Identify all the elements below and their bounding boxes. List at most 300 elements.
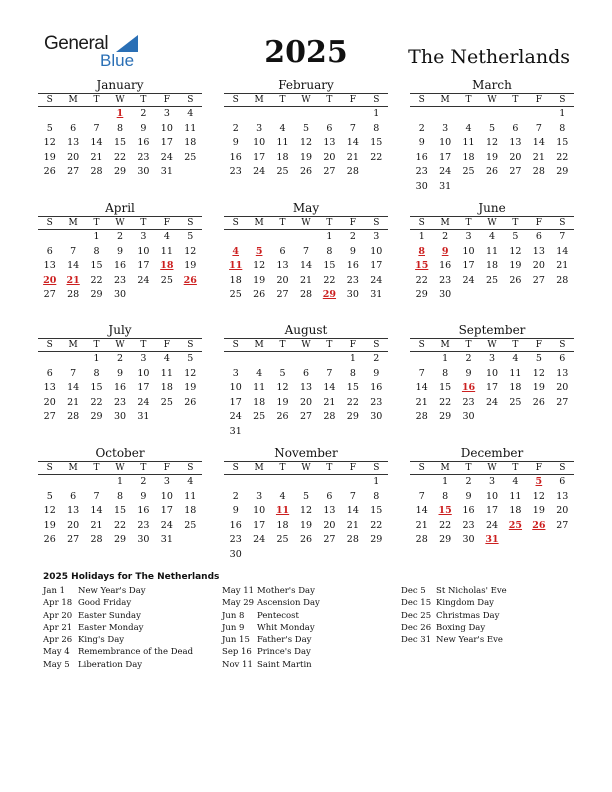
empty-day-cell (294, 352, 317, 367)
weekday-label: T (318, 216, 341, 230)
holiday-name: St Nicholas' Eve (436, 586, 507, 596)
day-cell: 11 (184, 122, 197, 134)
weekday-label: T (85, 461, 108, 475)
empty-day-cell (480, 107, 503, 122)
holiday-row (222, 622, 320, 634)
weekday-label: M (247, 461, 270, 475)
weekday-label: F (155, 338, 178, 352)
day-cell: 25 (229, 289, 242, 300)
day-cell: 22 (370, 519, 383, 531)
day-cell: 13 (43, 382, 56, 393)
holiday-date: Sep 16 (222, 647, 252, 658)
day-cell: 12 (532, 367, 545, 379)
day-cell: 7 (418, 490, 425, 502)
holiday-date: Jun 8 (222, 610, 245, 621)
day-cell: 19 (532, 505, 545, 516)
day-cell: 21 (299, 274, 313, 286)
day-cell: 7 (349, 490, 356, 502)
day-cell: 4 (465, 122, 472, 134)
holiday-name: Easter Monday (78, 622, 144, 633)
month-february (224, 78, 388, 180)
empty-day-cell (85, 475, 108, 490)
day-cell: 22 (90, 274, 103, 286)
empty-day-cell (433, 107, 456, 122)
day-cell: 23 (113, 274, 127, 286)
holiday-row (222, 634, 320, 646)
day-cell: 29 (439, 534, 452, 545)
day-cell: 9 (232, 505, 239, 516)
holiday-name: King's Day (78, 635, 125, 646)
month-november (224, 446, 388, 562)
day-cell: 24 (485, 396, 499, 408)
day-cell: 18 (485, 260, 499, 271)
day-cell: 20 (67, 151, 80, 163)
day-cell: 13 (67, 505, 80, 516)
weekday-label: M (61, 93, 84, 107)
month-day-grid (224, 461, 388, 562)
empty-day-cell (294, 475, 317, 490)
day-cell: 4 (279, 490, 286, 502)
holiday-day-cell: 11 (275, 505, 290, 516)
weekday-label: S (38, 93, 61, 107)
month-may (224, 201, 388, 303)
empty-day-cell (61, 475, 84, 490)
holiday-name: Ascension Day (257, 598, 320, 609)
day-cell: 13 (532, 245, 545, 257)
day-cell: 27 (67, 166, 80, 177)
weekday-label: W (294, 338, 317, 352)
day-cell: 16 (137, 505, 150, 516)
day-cell: 12 (485, 137, 499, 148)
day-cell: 27 (532, 274, 545, 286)
day-cell: 22 (346, 396, 359, 408)
empty-day-cell (224, 107, 247, 122)
day-cell: 5 (187, 353, 194, 364)
day-cell: 24 (370, 274, 383, 286)
day-cell: 1 (349, 353, 356, 364)
day-cell: 18 (184, 137, 197, 148)
day-cell: 1 (373, 476, 380, 487)
day-cell: 30 (462, 411, 475, 422)
day-cell: 28 (67, 289, 80, 300)
day-cell: 13 (323, 505, 336, 516)
day-cell: 18 (253, 396, 266, 408)
holiday-list (43, 572, 583, 675)
holiday-date: May 4 (43, 647, 70, 658)
weekday-label: T (504, 461, 527, 475)
day-cell: 6 (326, 490, 333, 502)
day-cell: 2 (232, 122, 239, 134)
empty-day-cell (457, 107, 480, 122)
day-cell: 12 (184, 367, 197, 379)
day-cell: 18 (229, 274, 242, 286)
day-cell: 20 (556, 505, 569, 516)
day-cell: 10 (485, 490, 499, 502)
day-cell: 8 (442, 367, 449, 379)
day-cell: 29 (113, 534, 127, 545)
holiday-date: Apr 21 (43, 622, 73, 633)
empty-day-cell (38, 475, 61, 490)
weekday-label: S (551, 338, 574, 352)
day-cell: 22 (113, 151, 127, 163)
day-cell: 20 (67, 519, 80, 531)
month-day-grid (38, 338, 202, 425)
day-cell: 24 (253, 534, 266, 545)
holiday-date: Dec 5 (401, 586, 426, 596)
country-title: The Netherlands (408, 46, 570, 68)
day-cell: 9 (232, 137, 239, 148)
day-cell: 20 (323, 151, 336, 163)
day-cell: 31 (160, 166, 173, 177)
day-cell: 14 (67, 260, 80, 271)
day-cell: 8 (326, 245, 333, 257)
day-cell: 31 (439, 180, 452, 192)
day-cell: 23 (462, 396, 475, 408)
month-march (410, 78, 574, 194)
day-cell: 19 (184, 260, 197, 271)
month-day-grid (38, 93, 202, 180)
day-cell: 4 (488, 231, 496, 242)
day-cell: 12 (43, 505, 56, 516)
day-cell: 3 (140, 353, 147, 364)
holiday-day-cell: 26 (532, 519, 546, 531)
weekday-label: F (155, 461, 178, 475)
day-cell: 9 (465, 367, 472, 379)
day-cell: 3 (488, 353, 496, 364)
weekday-label: M (61, 461, 84, 475)
weekday-label: S (38, 461, 61, 475)
holiday-column (401, 585, 507, 646)
day-cell: 3 (256, 490, 263, 502)
weekday-label: S (38, 216, 61, 230)
day-cell: 28 (67, 411, 80, 422)
day-cell: 14 (532, 137, 545, 148)
day-cell: 14 (90, 137, 103, 148)
day-cell: 17 (229, 396, 242, 408)
month-june (410, 201, 574, 303)
day-cell: 22 (439, 396, 452, 408)
day-cell: 17 (253, 151, 266, 163)
day-cell: 18 (462, 151, 475, 163)
holiday-name: Whit Monday (257, 622, 315, 633)
day-cell: 19 (532, 382, 545, 393)
day-cell: 4 (512, 476, 519, 487)
day-cell: 15 (370, 505, 383, 516)
day-cell: 30 (439, 289, 452, 300)
day-cell: 5 (46, 122, 53, 134)
weekday-label: T (132, 338, 155, 352)
day-cell: 3 (140, 231, 147, 242)
day-cell: 10 (137, 245, 150, 257)
day-cell: 8 (442, 490, 449, 502)
weekday-label: W (108, 93, 131, 107)
day-cell: 16 (415, 151, 428, 163)
empty-day-cell (38, 352, 61, 367)
day-cell: 22 (90, 396, 103, 408)
holiday-day-cell: 16 (461, 382, 476, 393)
weekday-label: F (527, 93, 550, 107)
day-cell: 15 (90, 382, 103, 393)
weekday-label: F (341, 338, 364, 352)
month-title: June (478, 201, 506, 215)
day-cell: 3 (232, 367, 239, 379)
holiday-day-cell: 9 (441, 245, 449, 257)
weekday-label: S (551, 216, 574, 230)
day-cell: 23 (370, 396, 383, 408)
day-cell: 24 (137, 274, 150, 286)
day-cell: 24 (229, 411, 242, 422)
empty-day-cell (271, 352, 294, 367)
day-cell: 20 (509, 151, 522, 163)
day-cell: 11 (462, 137, 475, 148)
holiday-date: Jan 1 (43, 586, 66, 596)
day-cell: 13 (509, 137, 522, 148)
day-cell: 22 (113, 519, 127, 531)
holiday-date: Dec 25 (401, 610, 432, 621)
weekday-label: S (224, 216, 247, 230)
holiday-name: Saint Martin (257, 659, 312, 670)
weekday-label: T (504, 93, 527, 107)
day-cell: 14 (415, 505, 428, 516)
day-cell: 10 (439, 137, 452, 148)
day-cell: 13 (276, 260, 289, 271)
weekday-label: S (551, 461, 574, 475)
day-cell: 18 (509, 382, 522, 393)
holiday-row (222, 610, 320, 622)
day-cell: 5 (488, 122, 496, 134)
day-cell: 26 (184, 396, 197, 408)
day-cell: 17 (160, 505, 173, 516)
day-cell: 27 (509, 166, 522, 177)
day-cell: 26 (43, 166, 56, 177)
holiday-row (401, 585, 507, 597)
day-cell: 10 (160, 122, 173, 134)
holiday-row (43, 597, 193, 609)
month-april (38, 201, 202, 303)
year-title: 2025 (264, 35, 348, 70)
weekday-label: S (551, 93, 574, 107)
holiday-column (43, 585, 193, 671)
day-cell: 29 (556, 166, 569, 177)
holiday-row (43, 610, 193, 622)
empty-day-cell (224, 230, 247, 245)
empty-day-cell (318, 107, 341, 122)
holiday-day-cell: 31 (485, 534, 499, 545)
weekday-label: W (108, 338, 131, 352)
weekday-label: T (318, 338, 341, 352)
day-cell: 30 (113, 411, 127, 422)
day-cell: 9 (418, 137, 425, 148)
day-cell: 4 (256, 367, 263, 379)
day-cell: 30 (137, 166, 150, 177)
day-cell: 2 (232, 490, 239, 502)
weekday-label: S (410, 93, 433, 107)
weekday-label: W (108, 216, 131, 230)
day-cell: 6 (559, 476, 566, 487)
weekday-label: W (108, 461, 131, 475)
day-cell: 8 (116, 122, 124, 134)
day-cell: 22 (370, 151, 383, 163)
day-cell: 9 (140, 122, 147, 134)
weekday-label: M (247, 338, 270, 352)
day-cell: 17 (462, 260, 475, 271)
day-cell: 26 (299, 534, 313, 545)
month-title: May (292, 201, 320, 215)
weekday-label: T (457, 461, 480, 475)
day-cell: 27 (67, 534, 80, 545)
day-cell: 28 (532, 166, 545, 177)
day-cell: 17 (485, 382, 499, 393)
day-cell: 19 (299, 151, 313, 163)
day-cell: 30 (462, 534, 475, 545)
month-day-grid (38, 216, 202, 303)
month-day-grid (224, 93, 388, 180)
day-cell: 27 (323, 534, 336, 545)
day-cell: 10 (229, 382, 242, 393)
day-cell: 14 (415, 382, 428, 393)
month-title: February (278, 78, 334, 92)
day-cell: 29 (113, 166, 127, 177)
day-cell: 28 (299, 289, 313, 300)
day-cell: 2 (465, 353, 472, 364)
holiday-day-cell: 21 (66, 274, 80, 286)
day-cell: 23 (113, 396, 127, 408)
day-cell: 1 (326, 231, 333, 242)
day-cell: 20 (276, 274, 289, 286)
day-cell: 23 (229, 166, 242, 177)
day-cell: 15 (346, 382, 359, 393)
empty-day-cell (247, 475, 270, 490)
day-cell: 3 (488, 476, 496, 487)
day-cell: 11 (160, 245, 173, 257)
day-cell: 6 (46, 245, 53, 257)
day-cell: 27 (556, 396, 569, 408)
day-cell: 26 (532, 396, 545, 408)
empty-day-cell (38, 230, 61, 245)
holiday-row (222, 659, 320, 671)
holiday-date: May 5 (43, 659, 70, 670)
weekday-label: T (271, 93, 294, 107)
holiday-day-cell: 18 (160, 260, 174, 271)
day-cell: 7 (70, 245, 77, 257)
day-cell: 29 (90, 289, 103, 300)
day-cell: 21 (323, 396, 336, 408)
empty-day-cell (527, 107, 550, 122)
weekday-label: M (247, 93, 270, 107)
holiday-day-cell: 11 (229, 260, 243, 271)
day-cell: 26 (253, 289, 266, 300)
weekday-label: S (410, 338, 433, 352)
weekday-label: T (132, 216, 155, 230)
day-cell: 16 (229, 151, 242, 163)
weekday-label: T (271, 338, 294, 352)
day-cell: 21 (346, 519, 359, 531)
day-cell: 6 (326, 122, 333, 134)
weekday-label: T (504, 216, 527, 230)
day-cell: 9 (140, 490, 147, 502)
day-cell: 18 (509, 505, 522, 516)
day-cell: 25 (509, 396, 522, 408)
day-cell: 24 (485, 519, 499, 531)
day-cell: 11 (509, 367, 522, 379)
day-cell: 13 (299, 382, 313, 393)
day-cell: 5 (46, 490, 53, 502)
day-cell: 19 (253, 274, 266, 286)
day-cell: 29 (370, 534, 383, 545)
day-cell: 10 (137, 367, 150, 379)
day-cell: 25 (485, 274, 499, 286)
day-cell: 15 (323, 260, 336, 271)
day-cell: 28 (90, 534, 103, 545)
day-cell: 22 (323, 274, 336, 286)
month-title: December (460, 446, 524, 460)
day-cell: 25 (276, 166, 289, 177)
weekday-label: T (271, 216, 294, 230)
day-cell: 24 (253, 166, 266, 177)
day-cell: 9 (373, 367, 380, 379)
day-cell: 23 (462, 519, 475, 531)
month-day-grid (224, 216, 388, 303)
day-cell: 10 (253, 137, 266, 148)
holiday-date: Apr 20 (43, 610, 73, 621)
day-cell: 15 (556, 137, 569, 148)
day-cell: 27 (43, 411, 56, 422)
day-cell: 11 (184, 490, 197, 502)
day-cell: 7 (418, 367, 425, 379)
weekday-label: W (294, 93, 317, 107)
day-cell: 9 (465, 490, 472, 502)
day-cell: 13 (67, 137, 80, 148)
day-cell: 7 (326, 367, 333, 379)
holiday-day-cell: 26 (183, 274, 197, 286)
month-title: August (284, 323, 328, 337)
day-cell: 18 (276, 519, 289, 531)
day-cell: 19 (485, 151, 499, 163)
weekday-label: S (224, 93, 247, 107)
day-cell: 12 (253, 260, 266, 271)
weekday-label: W (294, 461, 317, 475)
weekday-label: S (410, 461, 433, 475)
month-july (38, 323, 202, 425)
day-cell: 12 (184, 245, 197, 257)
day-cell: 7 (70, 367, 77, 379)
holiday-name: Good Friday (78, 598, 132, 609)
day-cell: 22 (556, 151, 569, 163)
weekday-label: M (61, 216, 84, 230)
day-cell: 8 (93, 367, 100, 379)
month-title: January (96, 78, 144, 92)
empty-day-cell (61, 230, 84, 245)
holiday-date: Dec 15 (401, 598, 432, 609)
day-cell: 10 (485, 367, 499, 379)
empty-day-cell (341, 475, 364, 490)
day-cell: 12 (299, 137, 313, 148)
day-cell: 5 (302, 122, 310, 134)
day-cell: 25 (184, 519, 197, 531)
weekday-label: W (480, 338, 503, 352)
month-title: November (274, 446, 338, 460)
day-cell: 16 (462, 505, 475, 516)
day-cell: 21 (415, 396, 428, 408)
day-cell: 4 (512, 353, 519, 364)
day-cell: 29 (415, 289, 428, 300)
empty-day-cell (410, 107, 433, 122)
day-cell: 2 (418, 122, 425, 134)
day-cell: 27 (323, 166, 336, 177)
empty-day-cell (61, 352, 84, 367)
day-cell: 13 (556, 367, 569, 379)
weekday-label: M (433, 338, 456, 352)
